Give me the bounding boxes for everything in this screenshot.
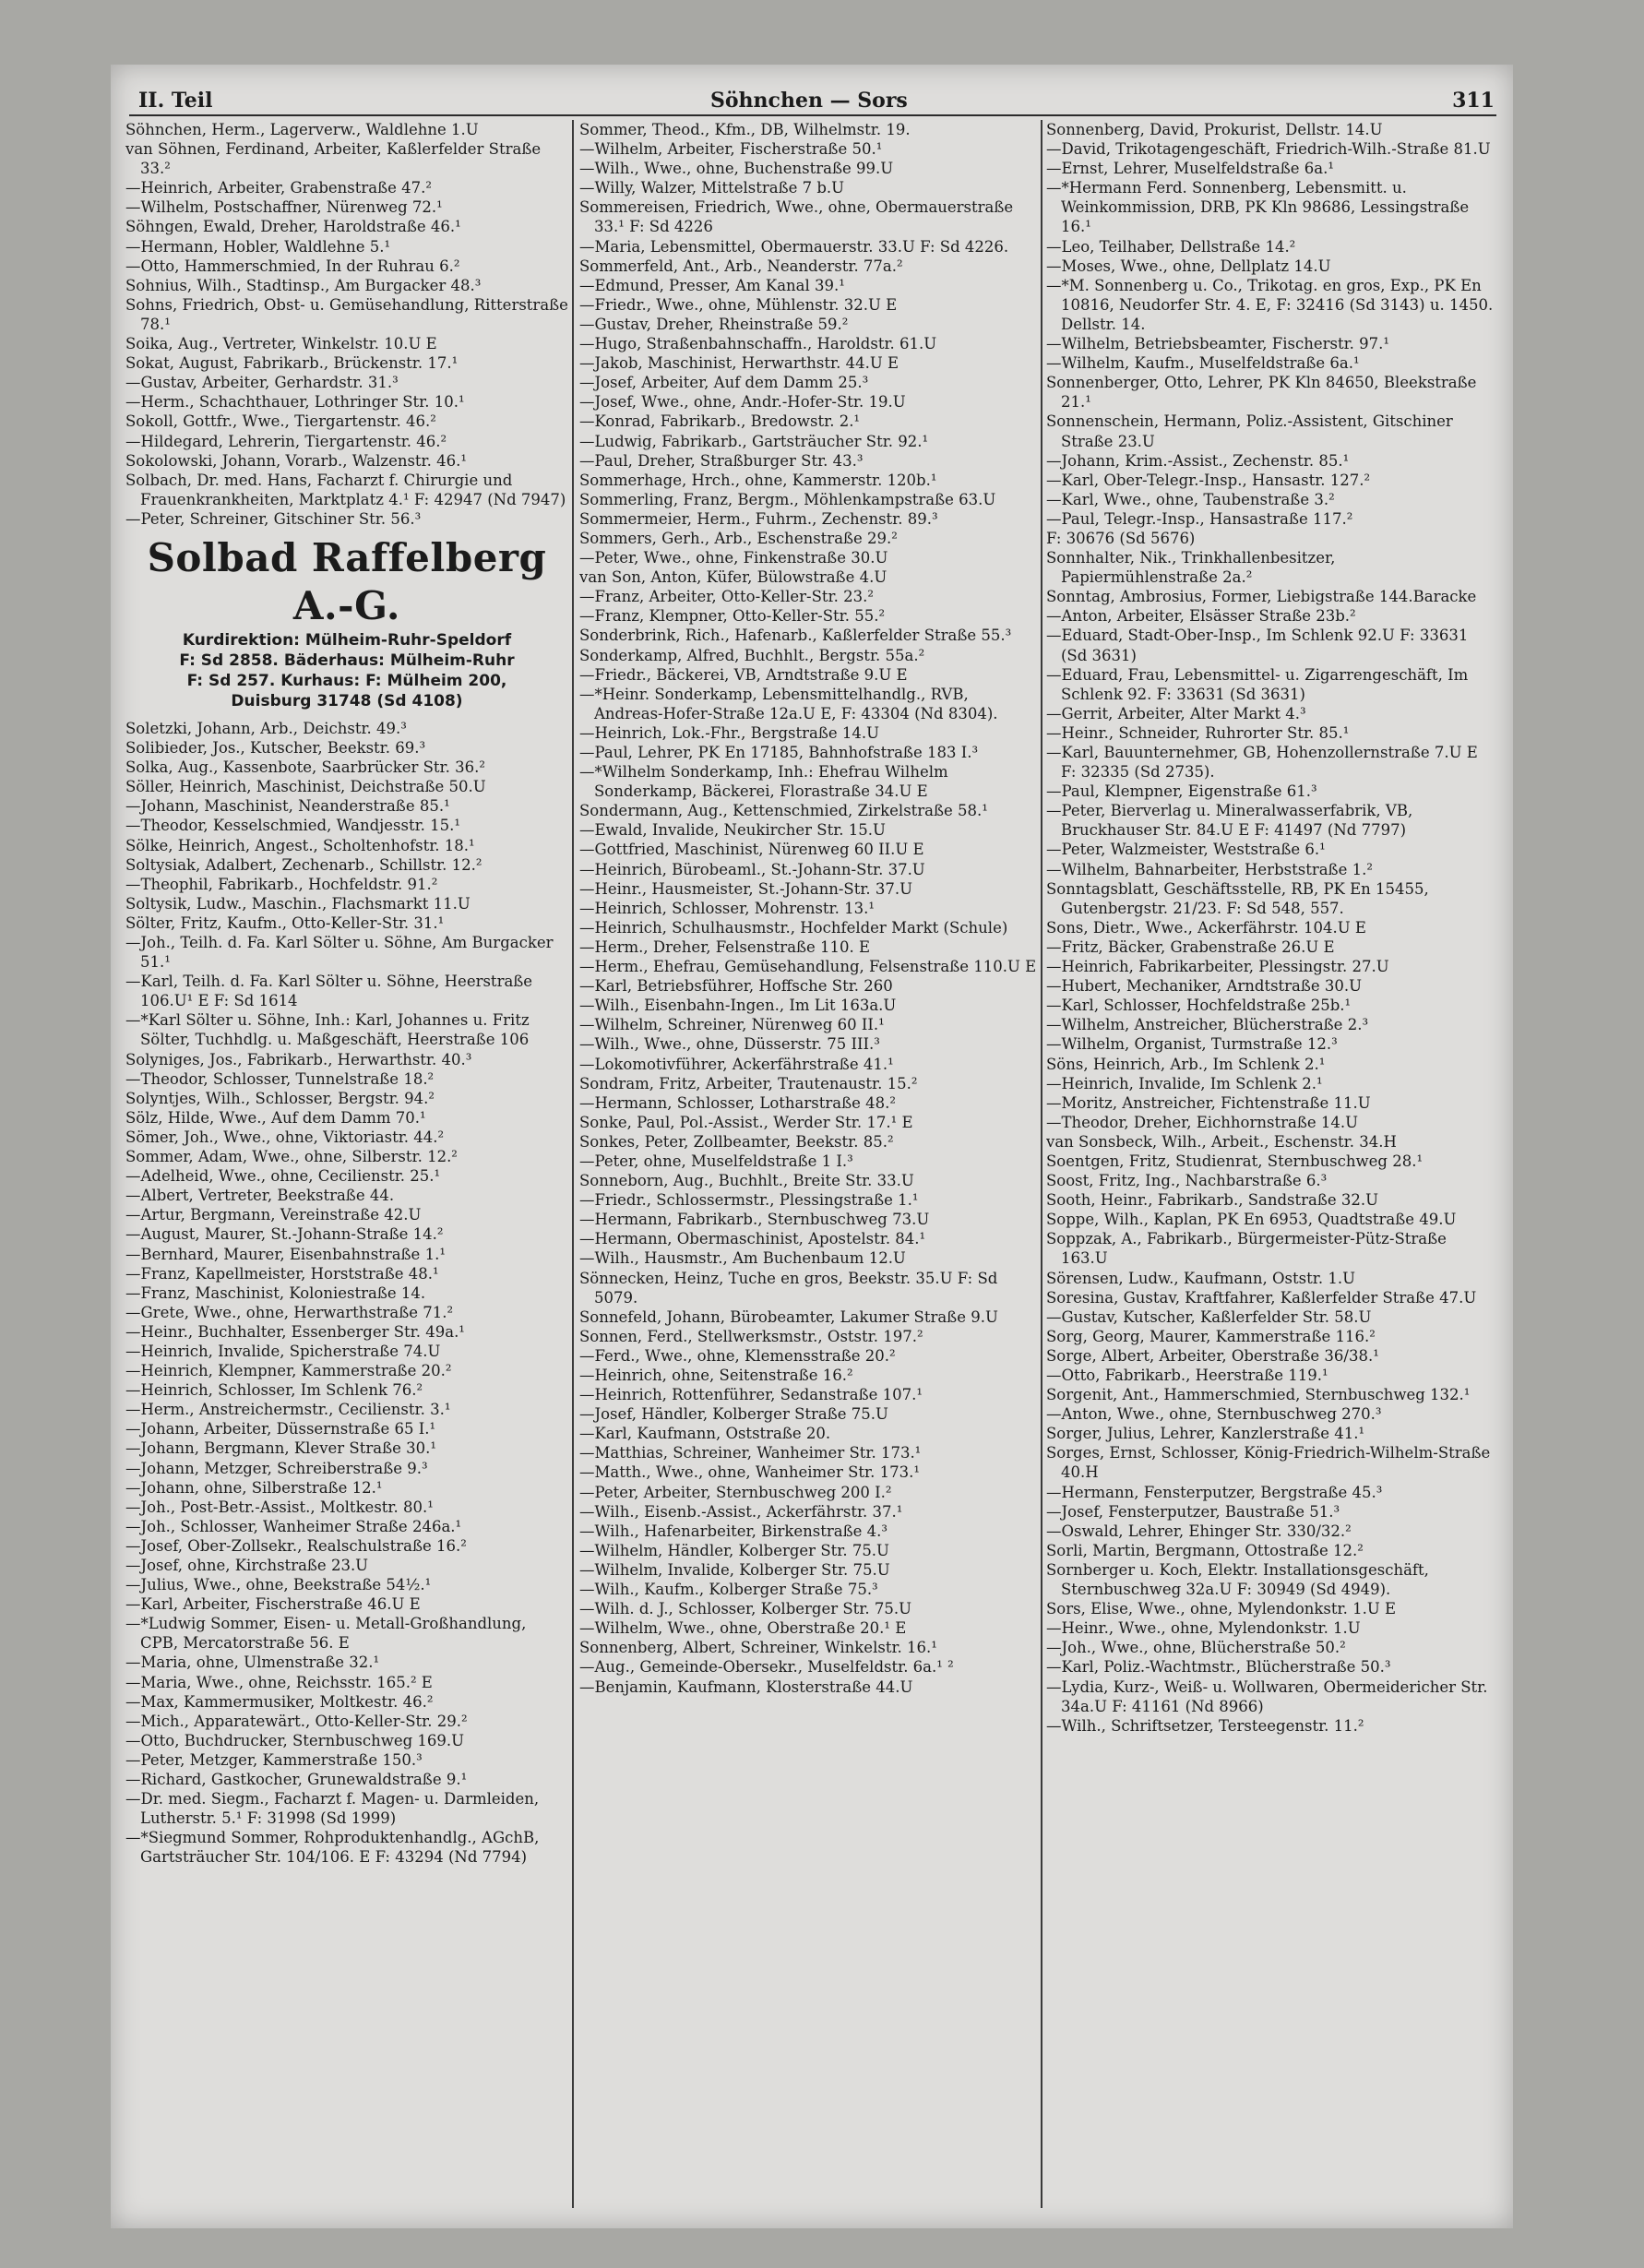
directory-entry: —Albert, Vertreter, Beekstraße 44.: [125, 1187, 395, 1205]
directory-entry: —Johann, Metzger, Schreiberstraße 9.³: [125, 1459, 428, 1477]
directory-entry: Solyntjes, Wilh., Schlosser, Bergstr. 94.²: [125, 1089, 435, 1107]
directory-entry: —Julius, Wwe., ohne, Beekstraße 54½.¹: [125, 1576, 432, 1594]
directory-entry: —Franz, Arbeiter, Otto-Keller-Str. 23.²: [579, 588, 874, 606]
directory-entry: —Friedr., Bäckerei, VB, Arndtstraße 9.U E: [579, 665, 908, 684]
directory-entry: Sonnenschein, Hermann, Poliz.-Assistent, Gitschiner Straße 23.U: [1046, 412, 1453, 450]
directory-entry: —Theodor, Schlosser, Tunnelstraße 18.²: [125, 1069, 435, 1088]
directory-entry: Sonke, Paul, Pol.-Assist., Werder Str. 17.¹ E: [579, 1113, 913, 1131]
directory-entry: —Edmund, Presser, Am Kanal 39.¹: [579, 276, 845, 294]
directory-entry: —Heinr., Schneider, Ruhrorter Str. 85.¹: [1046, 723, 1350, 742]
directory-entry: Sorges, Ernst, Schlosser, König-Friedrich-Wilhelm-Straße 40.H: [1046, 1444, 1491, 1482]
directory-entry: —Hermann, Fensterputzer, Bergstraße 45.³: [1046, 1483, 1383, 1501]
directory-entry: F: 30676 (Sd 5676): [1046, 529, 1196, 547]
directory-entry: —Gustav, Dreher, Rheinstraße 59.²: [579, 315, 849, 333]
directory-entry: Sondram, Fritz, Arbeiter, Trautenaustr. 15.²: [579, 1074, 918, 1092]
directory-entry: —Wilhelm, Anstreicher, Blücherstraße 2.³: [1046, 1016, 1369, 1034]
directory-entry: van Sonsbeck, Wilh., Arbeit., Eschenstr. 34.H: [1046, 1132, 1397, 1151]
directory-entry: —Hermann, Schlosser, Lotharstraße 48.²: [579, 1093, 896, 1112]
directory-entry: —Grete, Wwe., ohne, Herwarthstraße 71.²: [125, 1303, 454, 1321]
directory-entry: —Heinrich, Arbeiter, Grabenstraße 47.²: [125, 179, 433, 197]
directory-entry: Sonnenberger, Otto, Lehrer, PK Kln 84650, Bleekstraße 21.¹: [1046, 374, 1477, 412]
directory-entry: Sons, Dietr., Wwe., Ackerfährstr. 104.U E: [1046, 918, 1366, 937]
directory-entry: —Paul, Dreher, Straßburger Str. 43.³: [579, 451, 864, 470]
directory-entry: Sommer, Adam, Wwe., ohne, Silberstr. 12.²: [125, 1148, 458, 1166]
directory-entry: —Wilh., Hafenarbeiter, Birkenstraße 4.³: [579, 1522, 888, 1540]
directory-entry: —Gustav, Arbeiter, Gerhardstr. 31.³: [125, 374, 399, 392]
directory-entry: —Karl, Poliz.-Wachtmstr., Blücherstraße 50.³: [1046, 1658, 1391, 1677]
directory-entry: —Wilhelm, Kaufm., Muselfeldstraße 6a.¹: [1046, 354, 1360, 373]
directory-entry: —Heinrich, Invalide, Spicherstraße 74.U: [125, 1342, 441, 1360]
directory-entry: —Josef, Ober-Zollsekr., Realschulstraße 16.²: [125, 1536, 467, 1555]
directory-entry: —*Wilhelm Sonderkamp, Inh.: Ehefrau Wilhelm Sonderkamp, Bäckerei, Florastraße 34.U E: [579, 763, 948, 801]
directory-entry: Sonntagsblatt, Geschäftsstelle, RB, PK En 15455, Gutenbergstr. 21/23. F: Sd 548, 557.: [1046, 879, 1429, 917]
directory-entry: Sorg, Georg, Maurer, Kammerstraße 116.²: [1046, 1327, 1376, 1345]
directory-entry: —Paul, Telegr.-Insp., Hansastraße 117.²: [1046, 509, 1353, 528]
directory-entry: Söns, Heinrich, Arb., Im Schlenk 2.¹: [1046, 1055, 1326, 1073]
directory-entry: Sorge, Albert, Arbeiter, Oberstraße 36/38.¹: [1046, 1346, 1379, 1365]
directory-entry: —Moritz, Anstreicher, Fichtenstraße 11.U: [1046, 1093, 1371, 1112]
directory-entry: van Söhnen, Ferdinand, Arbeiter, Kaßlerfelder Straße 33.²: [125, 140, 542, 178]
directory-entry: —Peter, Metzger, Kammerstraße 150.³: [125, 1750, 423, 1769]
directory-entry: Söller, Heinrich, Maschinist, Deichstraße 50.U: [125, 778, 486, 796]
directory-entry: —Gustav, Kutscher, Kaßlerfelder Str. 58.U: [1046, 1307, 1372, 1326]
directory-entry: —Wilhelm, Wwe., ohne, Oberstraße 20.¹ E: [579, 1619, 907, 1638]
directory-entry: Sommerling, Franz, Bergm., Möhlenkampstraße 63.U: [579, 490, 996, 508]
directory-entry: Soresina, Gustav, Kraftfahrer, Kaßlerfelder Straße 47.U: [1046, 1288, 1477, 1307]
ad-title: Solbad Raffelberg A.-G.: [147, 534, 547, 628]
directory-entry: —Josef, Händler, Kolberger Straße 75.U: [579, 1405, 888, 1424]
directory-entry: —Friedr., Wwe., ohne, Mühlenstr. 32.U E: [579, 295, 898, 314]
directory-entry: —Willy, Walzer, Mittelstraße 7 b.U: [579, 179, 845, 197]
directory-entry: —August, Maurer, St.-Johann-Straße 14.²: [125, 1225, 444, 1244]
directory-entry: —Moses, Wwe., ohne, Dellplatz 14.U: [1046, 257, 1331, 275]
directory-entry: —Theodor, Dreher, Eichhornstraße 14.U: [1046, 1113, 1358, 1131]
directory-entry: —Eduard, Frau, Lebensmittel- u. Zigarrengeschäft, Im Schlenk 92. F: 33631 (Sd 3631): [1046, 665, 1469, 703]
directory-entry: —Hermann, Fabrikarb., Sternbuschweg 73.U: [579, 1211, 930, 1229]
directory-entry: —Heinr., Wwe., ohne, Mylendonkstr. 1.U: [1046, 1619, 1361, 1638]
directory-entry: —Wilh., Wwe., ohne, Buchenstraße 99.U: [579, 160, 894, 178]
directory-entry: —Karl, Betriebsführer, Hoffsche Str. 260: [579, 977, 893, 996]
directory-entry: Sommereisen, Friedrich, Wwe., ohne, Obermauerstraße 33.¹ F: Sd 4226: [579, 198, 1014, 236]
directory-entry: —*Hermann Ferd. Sonnenberg, Lebensmitt. u. Weinkommission, DRB, PK Kln 98686, Lessingstraße 16.¹: [1046, 179, 1470, 236]
directory-entry: —Hubert, Mechaniker, Arndtstraße 30.U: [1046, 977, 1363, 996]
directory-entry: Sonnhalter, Nik., Trinkhallenbesitzer, Papiermühlenstraße 2a.²: [1046, 549, 1336, 587]
directory-entry: —Heinrich, Rottenführer, Sedanstraße 107.¹: [579, 1386, 923, 1404]
directory-entry: —*Ludwig Sommer, Eisen- u. Metall-Großhandlung, CPB, Mercatorstraße 56. E: [125, 1615, 527, 1653]
directory-entry: —Peter, Walzmeister, Weststraße 6.¹: [1046, 841, 1326, 859]
directory-entry: Sokoll, Gottfr., Wwe., Tiergartenstr. 46.²: [125, 412, 436, 431]
directory-entry: —Heinr., Hausmeister, St.-Johann-Str. 37.U: [579, 879, 913, 898]
directory-entry: Sooth, Heinr., Fabrikarb., Sandstraße 32.U: [1046, 1191, 1379, 1210]
directory-entry: —Wilhelm, Bahnarbeiter, Herbststraße 1.²: [1046, 860, 1373, 878]
directory-entry: —Wilh., Eisenbahn-Ingen., Im Lit 163a.U: [579, 997, 897, 1015]
directory-entry: —Maria, ohne, Ulmenstraße 32.¹: [125, 1653, 380, 1672]
directory-entry: —Herm., Schachthauer, Lothringer Str. 10.¹: [125, 393, 465, 412]
directory-entry: —Ewald, Invalide, Neukircher Str. 15.U: [579, 821, 886, 840]
directory-entry: —Wilhelm, Arbeiter, Fischerstraße 50.¹: [579, 140, 883, 159]
directory-entry: —Josef, Wwe., ohne, Andr.-Hofer-Str. 19.U: [579, 393, 906, 412]
directory-entry: —Wilhelm, Organist, Turmstraße 12.³: [1046, 1035, 1338, 1054]
directory-entry: Soost, Fritz, Ing., Nachbarstraße 6.³: [1046, 1172, 1328, 1190]
directory-entry: —Ernst, Lehrer, Muselfeldstraße 6a.¹: [1046, 160, 1335, 178]
directory-entry: —Joh., Wwe., ohne, Blücherstraße 50.²: [1046, 1639, 1346, 1657]
directory-entry: —Anton, Wwe., ohne, Sternbuschweg 270.³: [1046, 1405, 1382, 1424]
directory-entry: Sommermeier, Herm., Fuhrm., Zechenstr. 89.³: [579, 509, 938, 528]
directory-entry: —Johann, ohne, Silberstraße 12.¹: [125, 1478, 383, 1497]
directory-entry: —Karl, Kaufmann, Oststraße 20.: [579, 1425, 831, 1443]
directory-entry: —*Heinr. Sonderkamp, Lebensmittelhandlg., RVB, Andreas-Hofer-Straße 12a.U E, F: 43304 (Nd 8304).: [579, 685, 998, 722]
directory-entry: —Peter, Wwe., ohne, Finkenstraße 30.U: [579, 549, 888, 567]
directory-entry: —Jakob, Maschinist, Herwarthstr. 44.U E: [579, 354, 899, 373]
directory-entry: —Matth., Wwe., ohne, Wanheimer Str. 173.¹: [579, 1463, 920, 1482]
directory-entry: —Johann, Maschinist, Neanderstraße 85.¹: [125, 797, 450, 816]
directory-entry: Sokolowski, Johann, Vorarb., Walzenstr. 46.¹: [125, 451, 467, 470]
directory-entry: Solka, Aug., Kassenbote, Saarbrücker Str. 36.²: [125, 758, 485, 777]
directory-entry: —Maria, Lebensmittel, Obermauerstr. 33.U F: Sd 4226.: [579, 237, 1009, 256]
directory-entry: Söhnchen, Herm., Lagerverw., Waldlehne 1.U: [125, 121, 479, 138]
directory-entry: —Heinrich, Schlosser, Im Schlenk 76.²: [125, 1381, 423, 1400]
directory-entry: —*M. Sonnenberg u. Co., Trikotag. en gros, Exp., PK En 10816, Neudorfer Str. 4. E, F: 32416 (Sd 3143) u. 1450. Dellstr. 14.: [1046, 276, 1494, 333]
directory-column-2: [579, 120, 1039, 2208]
directory-entry: —Wilh., Schriftsetzer, Tersteegenstr. 11.²: [1046, 1716, 1364, 1735]
directory-entry: Sondermann, Aug., Kettenschmied, Zirkelstraße 58.¹: [579, 802, 988, 820]
directory-entry: Sönnecken, Heinz, Tuche en gros, Beekstr. 35.U F: Sd 5079.: [579, 1269, 998, 1307]
directory-entry: Soltysik, Ludw., Maschin., Flachsmarkt 11.U: [125, 894, 471, 913]
directory-entry: Sorger, Julius, Lehrer, Kanzlerstraße 41.¹: [1046, 1425, 1365, 1443]
directory-entry: —Wilh., Wwe., ohne, Düsserstr. 75 III.³: [579, 1035, 880, 1054]
directory-entry: Solbach, Dr. med. Hans, Facharzt f. Chirurgie und Frauenkrankheiten, Marktplatz 4.¹ F: 42947 (Nd 7947): [125, 471, 566, 508]
directory-entry: —Karl, Arbeiter, Fischerstraße 46.U E: [125, 1595, 421, 1614]
directory-entry: Sonkes, Peter, Zollbeamter, Beekstr. 85.²: [579, 1132, 894, 1151]
directory-entry: Solibieder, Jos., Kutscher, Beekstr. 69.³: [125, 739, 426, 758]
directory-entry: Sonnefeld, Johann, Bürobeamter, Lakumer Straße 9.U: [579, 1307, 998, 1326]
directory-entry: —Joh., Schlosser, Wanheimer Straße 246a.¹: [125, 1517, 462, 1535]
directory-entry: —Wilhelm, Schreiner, Nürenweg 60 II.¹: [579, 1016, 885, 1034]
ad-line: Duisburg 31748 (Sd 4108): [231, 691, 463, 710]
directory-entry: —Eduard, Stadt-Ober-Insp., Im Schlenk 92.U F: 33631 (Sd 3631): [1046, 627, 1469, 664]
directory-entry: Sömer, Joh., Wwe., ohne, Viktoriastr. 44.²: [125, 1128, 445, 1146]
directory-entry: —Johann, Krim.-Assist., Zechenstr. 85.¹: [1046, 451, 1350, 470]
directory-entry: Sokat, August, Fabrikarb., Brückenstr. 17.¹: [125, 354, 459, 373]
directory-entry: —Friedr., Schlossermstr., Plessingstraße 1.¹: [579, 1191, 919, 1210]
directory-entry: —Artur, Bergmann, Vereinstraße 42.U: [125, 1206, 422, 1224]
directory-entry: Soletzki, Johann, Arb., Deichstr. 49.³: [125, 719, 407, 737]
directory-entry: —Hermann, Hobler, Waldlehne 5.¹: [125, 237, 391, 256]
header-section: II. Teil: [138, 89, 213, 113]
directory-entry: Sonntag, Ambrosius, Former, Liebigstraße 144.Baracke: [1046, 588, 1477, 606]
page-number: 311: [1452, 89, 1495, 113]
directory-entry: Sonderbrink, Rich., Hafenarb., Kaßlerfelder Straße 55.³: [579, 627, 1012, 645]
directory-entry: —Herm., Anstreichermstr., Cecilienstr. 3.¹: [125, 1401, 451, 1419]
directory-entry: —Wilhelm, Betriebsbeamter, Fischerstr. 97.¹: [1046, 335, 1390, 353]
directory-entry: —Herm., Dreher, Felsenstraße 110. E: [579, 937, 871, 956]
directory-entry: —Anton, Arbeiter, Elsässer Straße 23b.²: [1046, 607, 1356, 626]
directory-entry: —Gerrit, Arbeiter, Alter Markt 4.³: [1046, 704, 1306, 722]
directory-entry: Sornberger u. Koch, Elektr. Installationsgeschäft, Sternbuschweg 32a.U F: 30949 (Sd 4949).: [1046, 1560, 1429, 1599]
directory-entry: —Josef, Fensterputzer, Baustraße 51.³: [1046, 1502, 1340, 1521]
directory-entry: —Peter, Arbeiter, Sternbuschweg 200 I.²: [579, 1483, 892, 1501]
directory-entry: —Matthias, Schreiner, Wanheimer Str. 173.¹: [579, 1444, 922, 1462]
directory-entry: —Lokomotivführer, Ackerfährstraße 41.¹: [579, 1055, 894, 1073]
directory-entry: —Karl, Wwe., ohne, Taubenstraße 3.²: [1046, 490, 1335, 508]
directory-column-3: [1046, 120, 1496, 2208]
directory-entry: —Paul, Lehrer, PK En 17185, Bahnhofstraße 183 I.³: [579, 744, 979, 761]
directory-entry: —Mich., Apparatewärt., Otto-Keller-Str. 29.²: [125, 1712, 468, 1730]
advertisement: [125, 534, 568, 711]
directory-entry: —Richard, Gastkocher, Grunewaldstraße 9.¹: [125, 1771, 468, 1789]
directory-entry: —Wilh., Hausmstr., Am Buchenbaum 12.U: [579, 1249, 906, 1268]
directory-entry: Sonnenberg, David, Prokurist, Dellstr. 14.U: [1046, 121, 1383, 138]
directory-entry: —Heinrich, ohne, Seitenstraße 16.²: [579, 1367, 853, 1384]
directory-entry: —Heinrich, Schulhausmstr., Hochfelder Markt (Schule): [579, 918, 1008, 937]
directory-entry: —Herm., Ehefrau, Gemüsehandlung, Felsenstraße 110.U E: [579, 958, 1037, 976]
directory-entry: —Heinrich, Invalide, Im Schlenk 2.¹: [1046, 1074, 1323, 1092]
directory-entry: —Josef, ohne, Kirchstraße 23.U: [125, 1557, 369, 1574]
directory-entry: —Heinrich, Klempner, Kammerstraße 20.²: [125, 1362, 452, 1380]
directory-entry: Soika, Aug., Vertreter, Winkelstr. 10.U E: [125, 335, 437, 353]
directory-entry: —Ludwig, Fabrikarb., Gartsträucher Str. 92.¹: [579, 432, 929, 450]
directory-entry: —Wilhelm, Händler, Kolberger Str. 75.U: [579, 1541, 889, 1559]
directory-entry: —Wilh., Kaufm., Kolberger Straße 75.³: [579, 1581, 878, 1599]
directory-page: [111, 65, 1513, 2228]
directory-entry: —Max, Kammermusiker, Moltkestr. 46.²: [125, 1692, 434, 1711]
directory-entry: —Maria, Wwe., ohne, Reichsstr. 165.² E: [125, 1673, 433, 1691]
directory-entry: —Peter, ohne, Muselfeldstraße 1 I.³: [579, 1152, 853, 1170]
ad-line: Kurdirektion: Mülheim-Ruhr-Speldorf: [182, 630, 512, 650]
directory-entry: Soppe, Wilh., Kaplan, PK En 6953, Quadtstraße 49.U: [1046, 1211, 1457, 1229]
directory-entry: —Karl, Ober-Telegr.-Insp., Hansastr. 127.²: [1046, 471, 1371, 489]
directory-entry: Sölke, Heinrich, Angest., Scholtenhofstr. 18.¹: [125, 836, 475, 854]
ad-line: F: Sd 2858. Bäderhaus: Mülheim-Ruhr: [179, 651, 515, 670]
directory-entry: —Otto, Buchdrucker, Sternbuschweg 169.U: [125, 1731, 465, 1749]
directory-entry: Sommers, Gerh., Arb., Eschenstraße 29.²: [579, 529, 898, 547]
directory-entry: —Aug., Gemeinde-Obersekr., Muselfeldstr. 6a.¹ ²: [579, 1658, 954, 1677]
directory-entry: Sonneborn, Aug., Buchhlt., Breite Str. 33.U: [579, 1172, 914, 1190]
directory-entry: —*Karl Sölter u. Söhne, Inh.: Karl, Johannes u. Fritz Sölter, Tuchhdlg. u. Maßgeschäft, Heerstraße 106: [125, 1011, 530, 1049]
directory-entry: Soppzak, A., Fabrikarb., Bürgermeister-Pütz-Straße 163.U: [1046, 1230, 1447, 1268]
directory-entry: Sors, Elise, Wwe., ohne, Mylendonkstr. 1.U E: [1046, 1600, 1397, 1618]
directory-entry: —Theodor, Kesselschmied, Wandjesstr. 15.¹: [125, 817, 461, 835]
directory-entry: —Johann, Arbeiter, Düssernstraße 65 I.¹: [125, 1420, 436, 1438]
directory-entry: —Paul, Klempner, Eigenstraße 61.³: [1046, 782, 1317, 801]
column-divider: [1041, 120, 1042, 2208]
directory-entry: —Adelheid, Wwe., ohne, Cecilienstr. 25.¹: [125, 1167, 441, 1186]
directory-entry: —Otto, Hammerschmied, In der Ruhrau 6.²: [125, 257, 460, 275]
directory-entry: Sohnius, Wilh., Stadtinsp., Am Burgacker 48.³: [125, 276, 482, 294]
directory-entry: —Fritz, Bäcker, Grabenstraße 26.U E: [1046, 937, 1335, 956]
directory-entry: —Konrad, Fabrikarb., Bredowstr. 2.¹: [579, 412, 861, 431]
header-range: Söhnchen — Sors: [710, 89, 908, 113]
directory-entry: Soentgen, Fritz, Studienrat, Sternbuschweg 28.¹: [1046, 1152, 1424, 1170]
directory-entry: —Franz, Klempner, Otto-Keller-Str. 55.²: [579, 607, 886, 626]
directory-entry: —Dr. med. Siegm., Facharzt f. Magen- u. Darmleiden, Lutherstr. 5.¹ F: 31998 (Sd 1999): [125, 1790, 540, 1828]
directory-entry: —Ferd., Wwe., ohne, Klemensstraße 20.²: [579, 1346, 896, 1365]
directory-entry: —Theophil, Fabrikarb., Hochfeldstr. 91.²: [125, 875, 438, 893]
directory-entry: —Franz, Kapellmeister, Horststraße 48.¹: [125, 1264, 439, 1283]
directory-entry: —David, Trikotagengeschäft, Friedrich-Wilh.-Straße 81.U: [1046, 140, 1491, 159]
directory-entry: —Oswald, Lehrer, Ehinger Str. 330/32.²: [1046, 1522, 1352, 1540]
directory-entry: van Son, Anton, Küfer, Bülowstraße 4.U: [579, 568, 888, 587]
directory-entry: Sommer, Theod., Kfm., DB, Wilhelmstr. 19.: [579, 121, 911, 138]
directory-entry: Sörensen, Ludw., Kaufmann, Oststr. 1.U: [1046, 1269, 1355, 1287]
directory-entry: Sommerhage, Hrch., ohne, Kammerstr. 120b.¹: [579, 471, 937, 489]
directory-entry: —Josef, Arbeiter, Auf dem Damm 25.³: [579, 374, 869, 392]
directory-entry: Sölz, Hilde, Wwe., Auf dem Damm 70.¹: [125, 1108, 426, 1127]
directory-entry: Soltysiak, Adalbert, Zechenarb., Schillstr. 12.²: [125, 855, 482, 874]
directory-entry: —Hildegard, Lehrerin, Tiergartenstr. 46.²: [125, 432, 447, 450]
directory-entry: —Wilh., Eisenb.-Assist., Ackerfährstr. 37.¹: [579, 1502, 903, 1521]
directory-entry: Sorgenit, Ant., Hammerschmied, Sternbuschweg 132.¹: [1046, 1386, 1471, 1404]
directory-column-1: [125, 120, 568, 2208]
directory-entry: Sonnen, Ferd., Stellwerksmstr., Oststr. 197.²: [579, 1327, 923, 1345]
directory-entry: —Wilh. d. J., Schlosser, Kolberger Str. 75.U: [579, 1600, 912, 1618]
directory-entry: Sölter, Fritz, Kaufm., Otto-Keller-Str. 31.¹: [125, 913, 445, 932]
directory-entry: Sorli, Martin, Bergmann, Ottostraße 12.²: [1046, 1541, 1364, 1559]
directory-entry: —*Siegmund Sommer, Rohproduktenhandlg., AGchB, Gartsträucher Str. 104/106. E F: 43294 (Nd 7794): [125, 1829, 540, 1867]
directory-entry: —Heinrich, Bürobeaml., St.-Johann-Str. 37.U: [579, 860, 925, 878]
directory-entry: —Leo, Teilhaber, Dellstraße 14.²: [1046, 237, 1296, 256]
directory-entry: —Karl, Teilh. d. Fa. Karl Sölter u. Söhne, Heerstraße 106.U¹ E F: Sd 1614: [125, 973, 533, 1010]
directory-entry: —Karl, Schlosser, Hochfeldstraße 25b.¹: [1046, 997, 1352, 1015]
directory-entry: —Wilhelm, Invalide, Kolberger Str. 75.U: [579, 1560, 890, 1579]
directory-entry: —Hugo, Straßenbahnschaffn., Haroldstr. 61.U: [579, 335, 937, 353]
directory-entry: —Hermann, Obermaschinist, Apostelstr. 84.¹: [579, 1230, 926, 1248]
directory-entry: —Gottfried, Maschinist, Nürenweg 60 II.U E: [579, 841, 924, 859]
directory-entry: —Joh., Post-Betr.-Assist., Moltkestr. 80.¹: [125, 1498, 434, 1516]
directory-entry: —Lydia, Kurz-, Weiß- u. Wollwaren, Obermeidericher Str. 34a.U F: 41161 (Nd 8966): [1046, 1677, 1488, 1715]
directory-entry: —Franz, Maschinist, Koloniestraße 14.: [125, 1283, 426, 1302]
directory-entry: —Heinr., Buchhalter, Essenberger Str. 49a.¹: [125, 1322, 465, 1341]
directory-entry: —Karl, Bauunternehmer, GB, Hohenzollernstraße 7.U E F: 32335 (Sd 2735).: [1046, 744, 1478, 782]
directory-entry: —Heinrich, Schlosser, Mohrenstr. 13.¹: [579, 899, 875, 917]
directory-entry: —Bernhard, Maurer, Eisenbahnstraße 1.¹: [125, 1245, 446, 1263]
directory-entry: —Peter, Bierverlag u. Mineralwasserfabrik, VB, Bruckhauser Str. 84.U E F: 41497 (Nd 7797): [1046, 802, 1413, 840]
directory-entry: —Wilhelm, Postschaffner, Nürenweg 72.¹: [125, 198, 443, 217]
directory-entry: Sommerfeld, Ant., Arb., Neanderstr. 77a.²: [579, 257, 903, 275]
header-divider: [129, 114, 1496, 116]
directory-entry: Söhngen, Ewald, Dreher, Haroldstraße 46.¹: [125, 218, 461, 236]
directory-entry: Solyniges, Jos., Fabrikarb., Herwarthstr. 40.³: [125, 1050, 472, 1068]
directory-entry: —Heinrich, Fabrikarbeiter, Plessingstr. 27.U: [1046, 958, 1389, 976]
directory-entry: —Peter, Schreiner, Gitschiner Str. 56.³: [125, 509, 422, 528]
directory-entry: —Johann, Bergmann, Klever Straße 30.¹: [125, 1439, 436, 1458]
directory-entry: —Otto, Fabrikarb., Heerstraße 119.¹: [1046, 1367, 1328, 1384]
directory-entry: Sonderkamp, Alfred, Buchhlt., Bergstr. 55a.²: [579, 646, 925, 664]
directory-entry: Sonnenberg, Albert, Schreiner, Winkelstr. 16.¹: [579, 1639, 937, 1657]
directory-entry: Sohns, Friedrich, Obst- u. Gemüsehandlung, Ritterstraße 78.¹: [125, 295, 568, 333]
directory-entry: —Heinrich, Lok.-Fhr., Bergstraße 14.U: [579, 723, 880, 742]
directory-entry: —Joh., Teilh. d. Fa. Karl Sölter u. Söhne, Am Burgacker 51.¹: [125, 934, 554, 972]
directory-entry: —Benjamin, Kaufmann, Klosterstraße 44.U: [579, 1677, 913, 1696]
page-header: [138, 81, 1495, 118]
ad-line: F: Sd 257. Kurhaus: F: Mülheim 200,: [186, 671, 507, 690]
column-divider: [572, 120, 574, 2208]
